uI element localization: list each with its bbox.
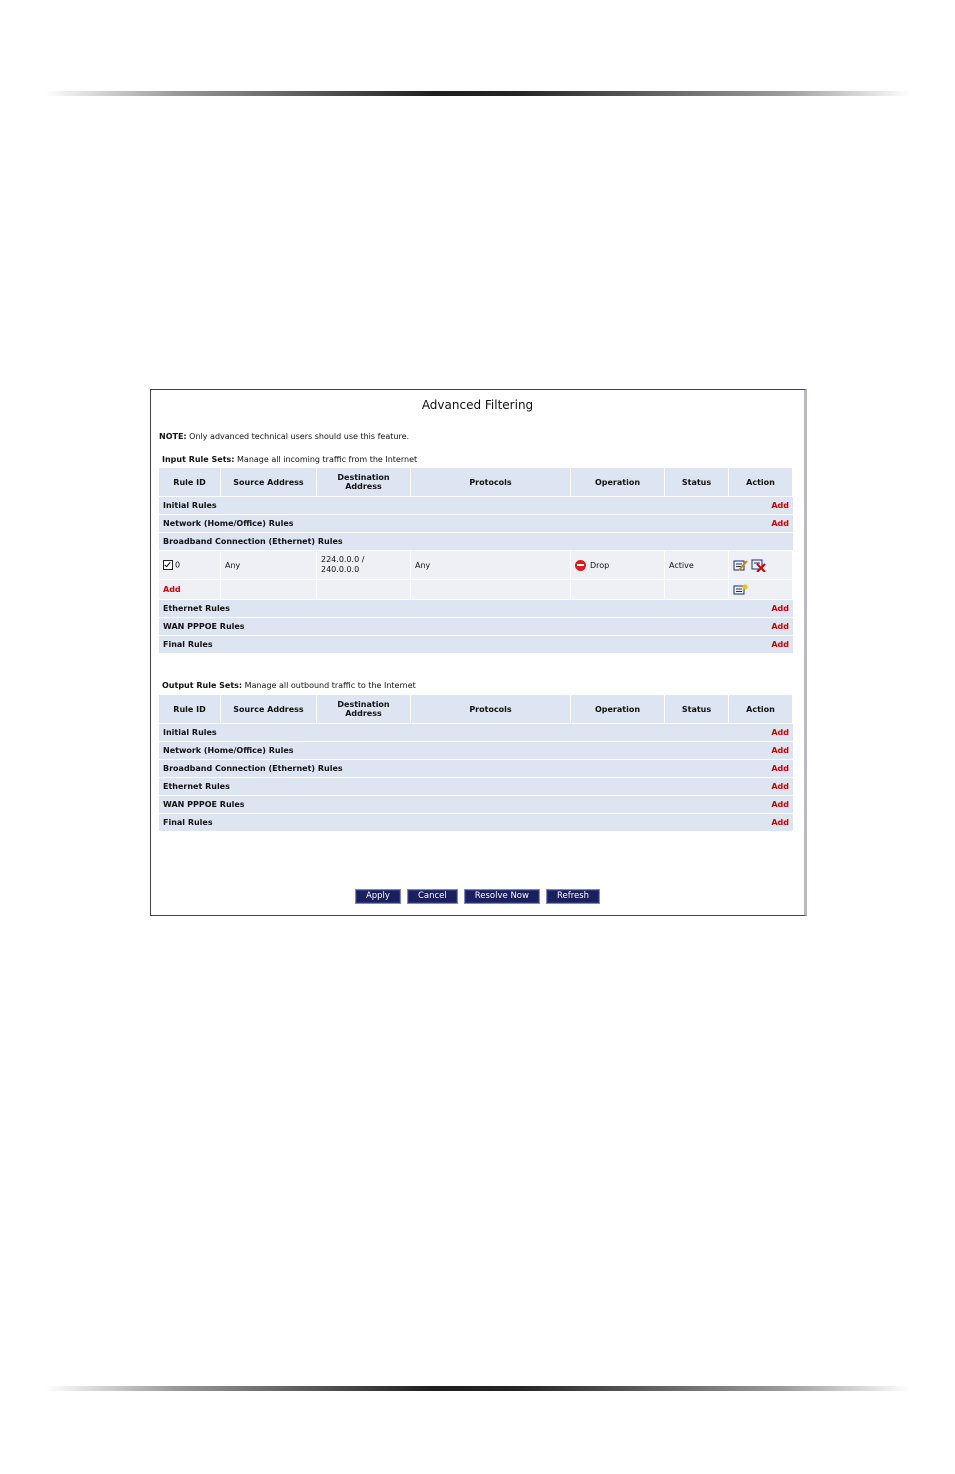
add-rule-row — [159, 579, 793, 599]
protocols-cell: Any — [411, 550, 571, 579]
add-link[interactable]: Add — [729, 723, 793, 741]
add-rule-icon[interactable] — [733, 584, 748, 596]
group-network-rules: Network (Home/Office) Rules Add — [159, 514, 793, 532]
add-link[interactable]: Add — [729, 741, 793, 759]
group-ethernet-rules: Ethernet Rules Add — [159, 599, 793, 617]
rule-id-cell: 0 — [159, 550, 221, 579]
output-rules-table — [159, 695, 793, 831]
button-bar — [151, 889, 804, 904]
group-final-rules: Final Rules Add — [159, 635, 793, 653]
cancel-button[interactable]: Cancel — [407, 889, 458, 904]
add-link[interactable]: Add — [729, 635, 793, 653]
group-final-rules: Final Rules Add — [159, 813, 793, 831]
group-ethernet-rules: Ethernet Rules Add — [159, 777, 793, 795]
add-link[interactable]: Add — [729, 514, 793, 532]
group-wan-pppoe-rules: WAN PPPOE Rules Add — [159, 617, 793, 635]
col-operation: Operation — [571, 695, 665, 723]
add-link[interactable]: Add — [729, 496, 793, 514]
col-status: Status — [665, 695, 729, 723]
add-link[interactable]: Add — [729, 777, 793, 795]
top-divider — [45, 91, 911, 96]
advanced-filtering-panel — [150, 389, 807, 916]
col-destination-address: Destination Address — [317, 695, 411, 723]
col-destination-address: Destination Address — [317, 468, 411, 496]
edit-icon[interactable] — [733, 559, 748, 572]
page-title: Advanced Filtering — [421, 398, 534, 412]
col-rule-id: Rule ID — [159, 468, 221, 496]
group-initial-rules: Initial Rules Add — [159, 496, 793, 514]
action-cell — [729, 550, 793, 579]
col-source-address: Source Address — [221, 695, 317, 723]
rule-enabled-checkbox[interactable] — [163, 560, 173, 570]
refresh-button[interactable]: Refresh — [546, 889, 600, 904]
note-text: NOTE: Only advanced technical users should use this feature. — [159, 432, 410, 441]
col-source-address: Source Address — [221, 468, 317, 496]
col-rule-id: Rule ID — [159, 695, 221, 723]
destination-cell: 224.0.0.0 / 240.0.0.0 — [317, 550, 411, 579]
source-cell: Any — [221, 550, 317, 579]
table-header — [159, 695, 793, 723]
stop-icon — [575, 560, 586, 571]
group-wan-pppoe-rules: WAN PPPOE Rules Add — [159, 795, 793, 813]
group-initial-rules: Initial Rules Add — [159, 723, 793, 741]
table-row — [159, 550, 793, 579]
add-link[interactable]: Add — [729, 617, 793, 635]
group-broadband-rules: Broadband Connection (Ethernet) Rules Add — [159, 759, 793, 777]
col-action: Action — [729, 468, 793, 496]
add-link[interactable]: Add — [729, 795, 793, 813]
input-rule-sets-title: Input Rule Sets: Manage all incoming traffic from the Internet — [162, 455, 418, 464]
col-protocols: Protocols — [411, 468, 571, 496]
resolve-now-button[interactable]: Resolve Now — [464, 889, 540, 904]
apply-button[interactable]: Apply — [355, 889, 401, 904]
col-operation: Operation — [571, 468, 665, 496]
add-link[interactable]: Add — [729, 599, 793, 617]
operation-cell: Drop — [571, 550, 665, 579]
add-link[interactable]: Add — [729, 813, 793, 831]
status-cell: Active — [665, 550, 729, 579]
col-protocols: Protocols — [411, 695, 571, 723]
add-rule-link[interactable]: Add — [159, 579, 221, 599]
add-link[interactable]: Add — [729, 759, 793, 777]
output-rule-sets-title: Output Rule Sets: Manage all outbound traffic to the Internet — [162, 681, 416, 690]
group-network-rules: Network (Home/Office) Rules Add — [159, 741, 793, 759]
delete-icon[interactable] — [751, 559, 766, 572]
action-cell — [729, 579, 793, 599]
input-rules-table — [159, 468, 793, 653]
col-status: Status — [665, 468, 729, 496]
table-header — [159, 468, 793, 496]
bottom-divider — [45, 1386, 911, 1391]
group-broadband-rules: Broadband Connection (Ethernet) Rules — [159, 532, 793, 550]
col-action: Action — [729, 695, 793, 723]
